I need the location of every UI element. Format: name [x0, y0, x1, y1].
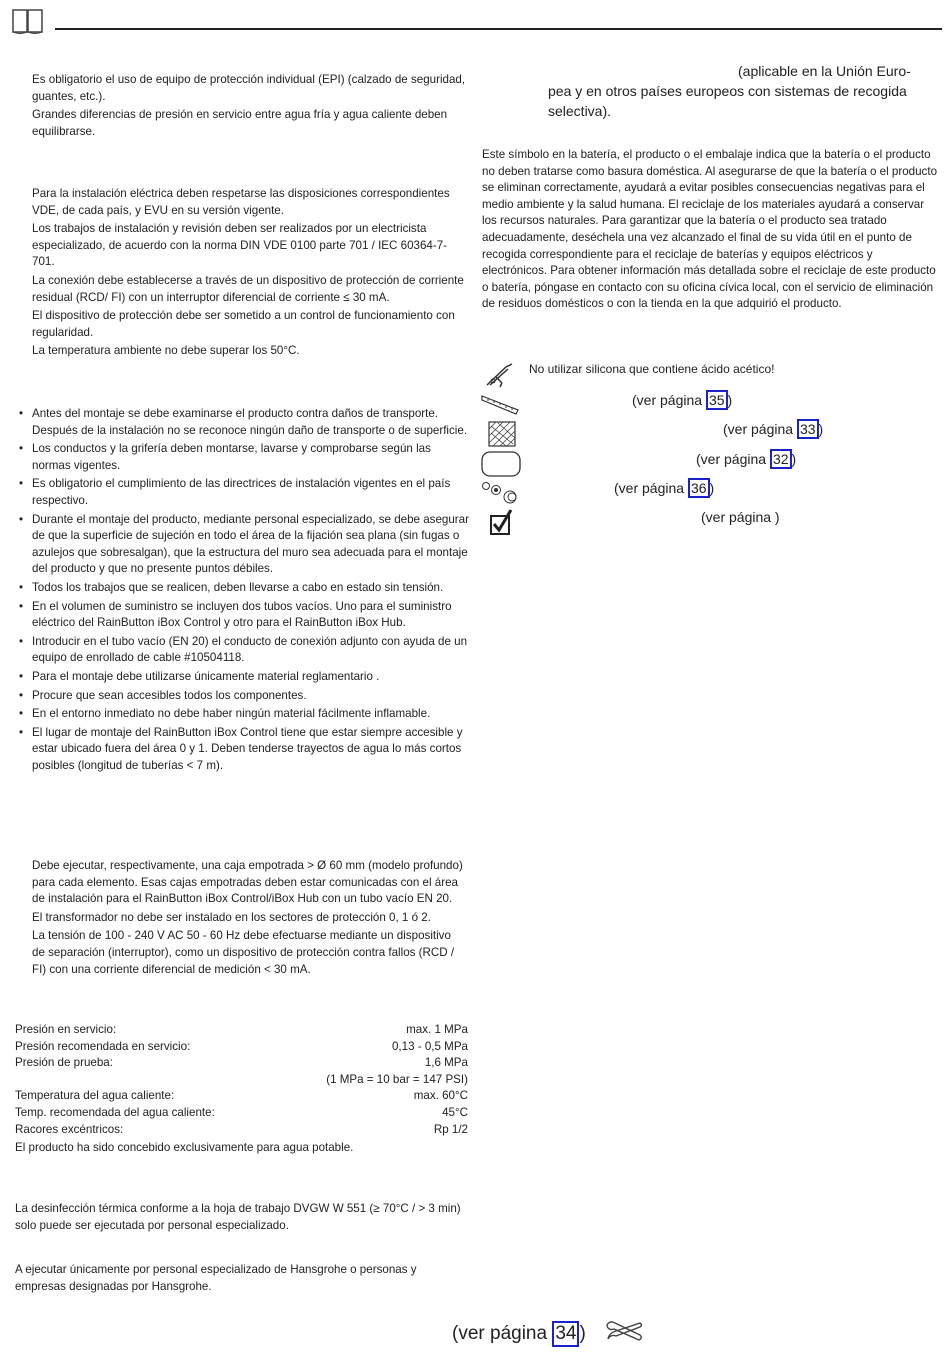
- page-ref-row: (ver página 35 ): [632, 392, 733, 408]
- paragraph: Es obligatorio el uso de equipo de protección individual (EPI) (calzado de seguridad, guantes, etc.).: [32, 73, 466, 103]
- header-rule: [55, 28, 942, 30]
- eu-disposal-line-3: selectiva).: [548, 103, 612, 119]
- page-link[interactable]: 32: [770, 449, 792, 469]
- list-item: • Para el montaje debe utilizarse únicamente material reglamentario .: [32, 669, 472, 686]
- components-icon: [481, 480, 521, 506]
- book-icon: [11, 7, 44, 35]
- paragraph: La tensión de 100 - 240 V AC 50 - 60 Hz debe efectuarse mediante un dispositivo de separación (interruptor), como un dispositivo de protección contra fallos (RCD / FI) con una corriente diferencial de medición < 30 mA.: [32, 929, 455, 976]
- paragraph: Debe ejecutar, respectivamente, una caja empotrada > Ø 60 mm (modelo profundo) para cada elemento. Esas cajas empotradas deben estar comunicadas con el área de instalación para el RainButton iBox Control/iBox Hub con un tubo vacío EN 20.: [32, 859, 463, 906]
- list-item: • El lugar de montaje del RainButton iBox Control tiene que estar siempre accesible y estar ubicado fuera del área 0 y 1. Deben tenderse trayectos de agua lo más cortos posibles (longitud de tuberías < 7 m).: [32, 725, 472, 775]
- disinfection-note: La desinfección térmica conforme a la hoja de trabajo DVGW W 551 (≥ 70°C / > 3 min) solo puede ser ejecutada por personal especializado.: [15, 1202, 461, 1232]
- spec-row: Temperatura del agua caliente: max. 60°C: [15, 1089, 468, 1103]
- list-item: • Todos los trabajos que se realicen, deben llevarse a cabo en estado sin tensión.: [32, 580, 472, 597]
- rounded-rectangle-icon: [481, 451, 521, 477]
- page-ref-row: (ver página 32 ): [696, 451, 797, 467]
- spec-row: Racores excéntricos: Rp 1/2: [15, 1122, 468, 1136]
- eu-disposal-line-1: (aplicable en la Unión Euro-: [738, 63, 911, 79]
- technical-data: [15, 1022, 468, 1157]
- list-item: • En el volumen de suministro se incluyen dos tubos vacíos. Uno para el suministro eléctrico del RainButton iBox Control y otro para el RainButton iBox Hub.: [32, 599, 472, 632]
- wrench-icon: [604, 1319, 644, 1345]
- eu-disposal-line-2: pea y en otros países europeos con sistemas de recogida: [548, 83, 907, 99]
- page-link[interactable]: 33: [797, 419, 819, 439]
- list-item: • Antes del montaje se debe examinarse el producto contra daños de transporte. Después de la instalación no se reconoce ningún daño de transporte o de superficie.: [32, 406, 472, 439]
- page-ref-row: (ver página ): [701, 509, 780, 525]
- page-link[interactable]: 34: [552, 1321, 579, 1347]
- page-ref-row: (ver página 36 ): [614, 480, 715, 496]
- list-item: • En el entorno inmediato no debe haber ningún material fácilmente inflamable.: [32, 706, 472, 723]
- potable-note: El producto ha sido concebido exclusivamente para agua potable.: [15, 1141, 354, 1155]
- spec-row: Presión en servicio: max. 1 MPa: [15, 1023, 468, 1036]
- silicone-warning: No utilizar silicona que contiene ácido acético!: [529, 362, 775, 376]
- list-item: • Introducir en el tubo vacío (EN 20) el conducto de conexión adjunto con ayuda de un equipo de enrollado de cable #10504118.: [32, 634, 472, 667]
- paragraph: El transformador no debe ser instalado en los sectores de protección 0, 1 ó 2.: [32, 910, 431, 924]
- page-link[interactable]: 36: [688, 478, 710, 498]
- installation-bullets: [32, 406, 472, 776]
- page-ref-row: (ver página 33 ): [723, 421, 824, 437]
- dimensions-icon: [488, 421, 516, 447]
- spec-row: Temp. recomendada del agua caliente: 45°C: [15, 1105, 468, 1119]
- page-link[interactable]: 35: [706, 390, 728, 410]
- paragraph: Para la instalación eléctrica deben respetarse las disposiciones correspondientes VDE, de cada país, y EVU en su versión vigente.: [32, 187, 450, 217]
- footer-page-ref: (ver página 34 ): [452, 1320, 586, 1348]
- checkbox-checked-icon: [489, 508, 515, 536]
- list-item: • Los conductos y la grifería deben montarse, lavarse y comprobarse según las normas vigentes.: [32, 441, 472, 474]
- paragraph: La temperatura ambiente no debe superar los 50°C.: [32, 344, 300, 358]
- silicone-gun-icon: [484, 361, 516, 389]
- spec-row: (1 MPa = 10 bar = 147 PSI): [326, 1072, 468, 1086]
- paragraph: Grandes diferencias de presión en servicio entre agua fría y agua caliente deben equilibrarse.: [32, 108, 448, 138]
- recycling-paragraph: Este símbolo en la batería, el producto o el embalaje indica que la batería o el producto no deben tratarse como basura doméstica. Al asegurarse de que la batería o el producto se eliminan correctamente, ayudará a evitar posibles consecuencias negativas para el medio ambiente y la salud humana. El reciclaje de los materiales ayudará a conservar los recursos naturales. Para garantizar que la batería o el producto sea tratado adecuadamente, deséchela una vez alcanzado el final de su vida útil en el punto de recogida correspondiente para el reciclaje de baterías y equipos eléctricos y electrónicos. Para obtener información más detallada sobre el reciclaje de este producto o batería, póngase en contacto con su oficina cívica local, con el servicio de eliminación de residuos domésticos o con la tienda en la que adquirió el producto.: [482, 148, 938, 311]
- spec-row: Presión recomendada en servicio: 0,13 - 0,5 MPa: [15, 1039, 468, 1053]
- list-item: • Es obligatorio el cumplimiento de las directrices de instalación vigentes en el país respectivo.: [32, 476, 472, 509]
- safety-block: [32, 72, 472, 142]
- electrical-block: [32, 186, 464, 362]
- paragraph: La conexión debe establecerse a través de un dispositivo de protección de corriente residual (RCD/ FI) con un interruptor diferencial de corriente ≤ 30 mA.: [32, 273, 464, 304]
- ruler-icon: [480, 392, 520, 416]
- paragraph: El dispositivo de protección debe ser sometido a un control de funcionamiento con regularidad.: [32, 309, 455, 339]
- list-item: • Durante el montaje del producto, mediante personal especializado, se debe asegurar de que la superficie de sujeción en todo el área de la fijación sea plana (sin fugas o azulejos que sobresalgan), que la estructura del muro sea adecuada para el montaje del producto y que no presente puntos débiles.: [32, 512, 472, 578]
- spec-row: Presión de prueba: 1,6 MPa: [15, 1056, 468, 1070]
- service-note: A ejecutar únicamente por personal especializado de Hansgrohe o personas y empresas designadas por Hansgrohe.: [15, 1263, 417, 1293]
- paragraph: Los trabajos de instalación y revisión deben ser realizados por un electricista especializado, de acuerdo con la norma DIN VDE 0100 parte 701 / IEC 60364-7-701.: [32, 222, 448, 269]
- flush-box-block: [32, 858, 464, 980]
- list-item: • Procure que sean accesibles todos los componentes.: [32, 688, 472, 705]
